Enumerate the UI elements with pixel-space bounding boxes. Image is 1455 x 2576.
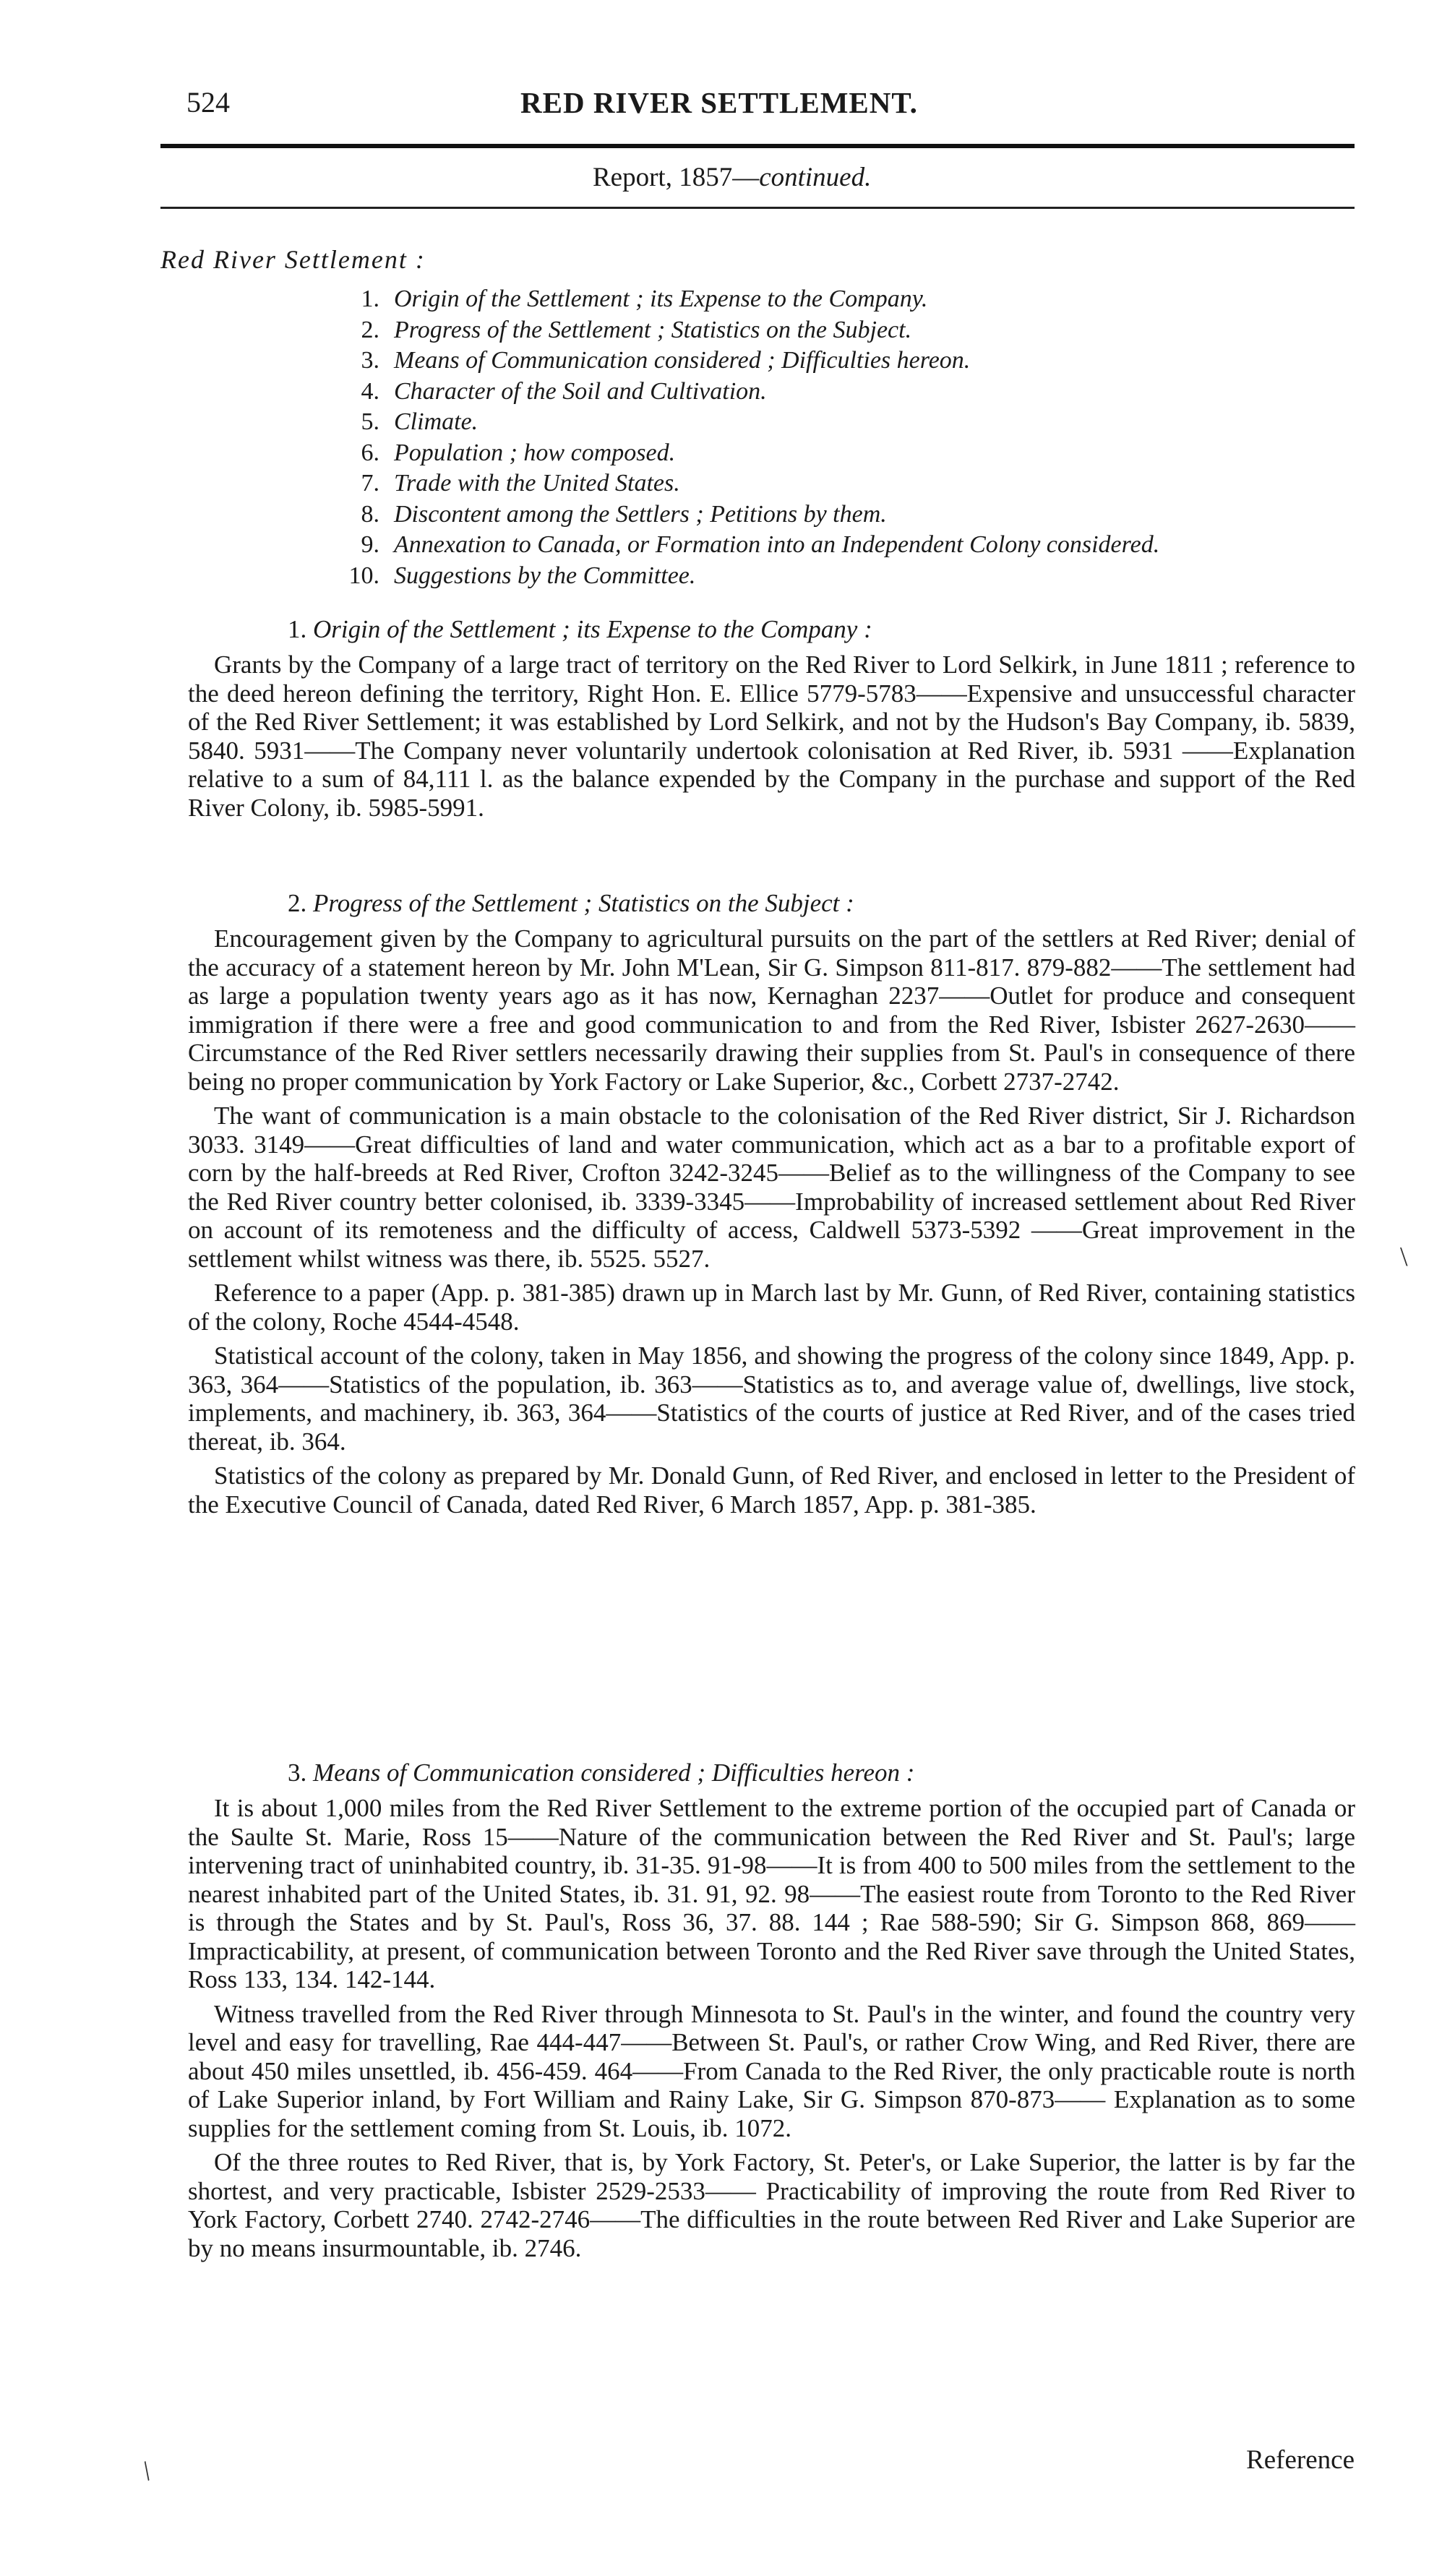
section-title: Origin of the Settlement ; its Expense to the Company : xyxy=(313,615,872,643)
topic-number: 1. xyxy=(361,285,379,312)
topic-number: 6. xyxy=(361,439,379,466)
topic-number: 7. xyxy=(361,470,379,497)
section-origin xyxy=(188,613,1355,828)
topic-item xyxy=(318,345,1366,377)
section-paragraph: Statistics of the colony as prepared by Mr. Donald Gunn, of Red River, and enclosed in letter to the President of the Executive Council of Canada, dated Red River, 6 March 1857, App. p. 381-385. xyxy=(188,1461,1355,1519)
section-heading xyxy=(188,613,1355,646)
section-paragraph: Encouragement given by the Company to agricultural pursuits on the part of the settlers at Red River; denial of the accuracy of a statement hereon by Mr. John M'Lean, Sir G. Simpson 811-817. 879-882——The settlement had as large a population twenty years ago as it has now, Kernaghan 2237——Outlet for produce and consequent immigration if there were a free and good communication to and from the Red River, Isbister 2627-2630——Circumstance of the Red River settlers necessarily drawing their supplies from St. Paul's in consequence of there being no proper communication by York Factory or Lake Superior, &c., Corbett 2737-2742. xyxy=(188,924,1355,1096)
topic-number: 5. xyxy=(361,408,379,435)
section-title: Means of Communication considered ; Difficulties hereon : xyxy=(313,1759,915,1787)
topic-text: Annexation to Canada, or Formation into an Independent Colony considered. xyxy=(394,531,1160,558)
topic-text: Trade with the United States. xyxy=(394,470,680,497)
header-rule xyxy=(160,144,1355,148)
topic-item xyxy=(318,438,1366,469)
topic-item xyxy=(318,377,1366,408)
topic-number: 3. xyxy=(361,347,379,374)
section-number: 1. xyxy=(288,615,307,643)
topic-text: Progress of the Settlement ; Statistics on the Subject. xyxy=(394,316,912,343)
margin-mark: / xyxy=(136,2456,158,2486)
topic-item xyxy=(318,530,1366,561)
section-paragraph: Grants by the Company of a large tract of territory on the Red River to Lord Selkirk, in June 1811 ; reference to the deed hereon defining the territory, Right Hon. E. Ellice 5779-5783——Expensive and unsuccessful character of the Red River Settlement; it was established by Lord Selkirk, and not by the Hudson's Bay Company, ib. 5839, 5840. 5931——The Company never voluntarily undertook colonisation at Red River, ib. 5931 ——Explanation relative to a sum of 84,111 l. as the balance expended by the Company in the purchase and support of the Red River Colony, ib. 5985-5991. xyxy=(188,651,1355,822)
section-paragraph: Of the three routes to Red River, that is, by York Factory, St. Peter's, or Lake Superior, the latter is by far the shortest, and very practicable, Isbister 2529-2533—— Practicability of improving the route from Red River to York Factory, Corbett 2740. 2742-2746——The difficulties in the route between Red River and Lake Superior are by no means insurmountable, ib. 2746. xyxy=(188,2148,1355,2262)
section-communication xyxy=(188,1756,1355,2268)
topic-number: 4. xyxy=(361,377,379,405)
margin-mark: \ xyxy=(1400,1242,1408,1272)
topic-item xyxy=(318,284,1366,315)
topic-item xyxy=(318,315,1366,346)
subheader-continued: continued. xyxy=(759,163,872,192)
topic-item xyxy=(318,468,1366,499)
section-heading xyxy=(188,1756,1355,1790)
topic-text: Character of the Soil and Cultivation. xyxy=(394,377,767,405)
topic-text: Population ; how composed. xyxy=(394,439,676,466)
section-paragraph: Statistical account of the colony, taken in May 1856, and showing the progress of the colony since 1849, App. p. 363, 364——Statistics of the population, ib. 363——Statistics as to, and average value of, dwellings, live stock, implements, and machinery, ib. 363, 364——Statistics of the courts of justice at Red River, and of the cases tried thereat, ib. 364. xyxy=(188,1341,1355,1456)
section-paragraph: The want of communication is a main obstacle to the colonisation of the Red River district, Sir J. Richardson 3033. 3149——Great difficulties of land and water communication, which act as a bar to a profitable export of corn by the half-breeds at Red River, Crofton 3242-3245——Belief as to the willingness of the Company to see the Red River country better colonised, ib. 3339-3345——Improbability of increased settlement about Red River on account of its remoteness and the difficulty of access, Caldwell 5373-5392 ——Great improvement in the settlement whilst witness was there, ib. 5525. 5527. xyxy=(188,1102,1355,1273)
topic-number: 2. xyxy=(361,316,379,343)
topic-item xyxy=(318,407,1366,438)
topic-number: 10. xyxy=(348,562,379,589)
topic-number: 9. xyxy=(361,531,379,558)
subheader-rule xyxy=(160,207,1355,209)
topic-text: Means of Communication considered ; Difficulties hereon. xyxy=(394,347,971,374)
topic-number: 8. xyxy=(361,500,379,528)
section-number: 3. xyxy=(288,1759,307,1787)
section-progress xyxy=(188,887,1355,1524)
report-subheader xyxy=(593,162,871,194)
topic-item xyxy=(318,499,1366,531)
main-heading: Red River Settlement : xyxy=(160,245,426,274)
section-heading xyxy=(188,887,1355,920)
topic-list xyxy=(318,284,1366,591)
section-number: 2. xyxy=(288,889,307,917)
page-number: 524 xyxy=(186,86,230,119)
section-title: Progress of the Settlement ; Statistics on the Subject : xyxy=(313,889,854,917)
section-paragraph: It is about 1,000 miles from the Red River Settlement to the extreme portion of the occupied part of Canada or the Saulte St. Marie, Ross 15——Nature of the communication between the Red River and St. Paul's; large intervening tract of uninhabited country, ib. 31-35. 91-98——It is from 400 to 500 miles from the settlement to the nearest inhabited part of the United States, ib. 31. 91, 92. 98——The easiest route from Toronto to the Red River is through the States and by St. Paul's, Ross 36, 37. 88. 144 ; Rae 588-590; Sir G. Simpson 868, 869——Impracticability, at present, of communication between Toronto and the Red River save through the United States, Ross 133, 134. 142-144. xyxy=(188,1794,1355,1993)
topic-text: Origin of the Settlement ; its Expense to the Company. xyxy=(394,285,928,312)
catchword: Reference xyxy=(1246,2445,1355,2475)
section-paragraph: Witness travelled from the Red River through Minnesota to St. Paul's in the winter, and found the country very level and easy for travelling, Rae 444-447——Between St. Paul's, or rather Crow Wing, and Red River, there are about 450 miles unsettled, ib. 456-459. 464——From Canada to the Red River, the only practicable route is north of Lake Superior inland, by Fort William and Rainy Lake, Sir G. Simpson 870-873—— Explanation as to some supplies for the settlement coming from St. Louis, ib. 1072. xyxy=(188,1999,1355,2142)
topic-item xyxy=(318,561,1366,592)
subheader-text: Report, 1857— xyxy=(593,163,760,192)
topic-text: Suggestions by the Committee. xyxy=(394,562,696,589)
section-paragraph: Reference to a paper (App. p. 381-385) drawn up in March last by Mr. Gunn, of Red River, containing statistics of the colony, Roche 4544-4548. xyxy=(188,1279,1355,1336)
running-title: RED RIVER SETTLEMENT. xyxy=(520,86,918,119)
topic-text: Discontent among the Settlers ; Petitions by them. xyxy=(394,500,887,528)
topic-text: Climate. xyxy=(394,408,478,435)
